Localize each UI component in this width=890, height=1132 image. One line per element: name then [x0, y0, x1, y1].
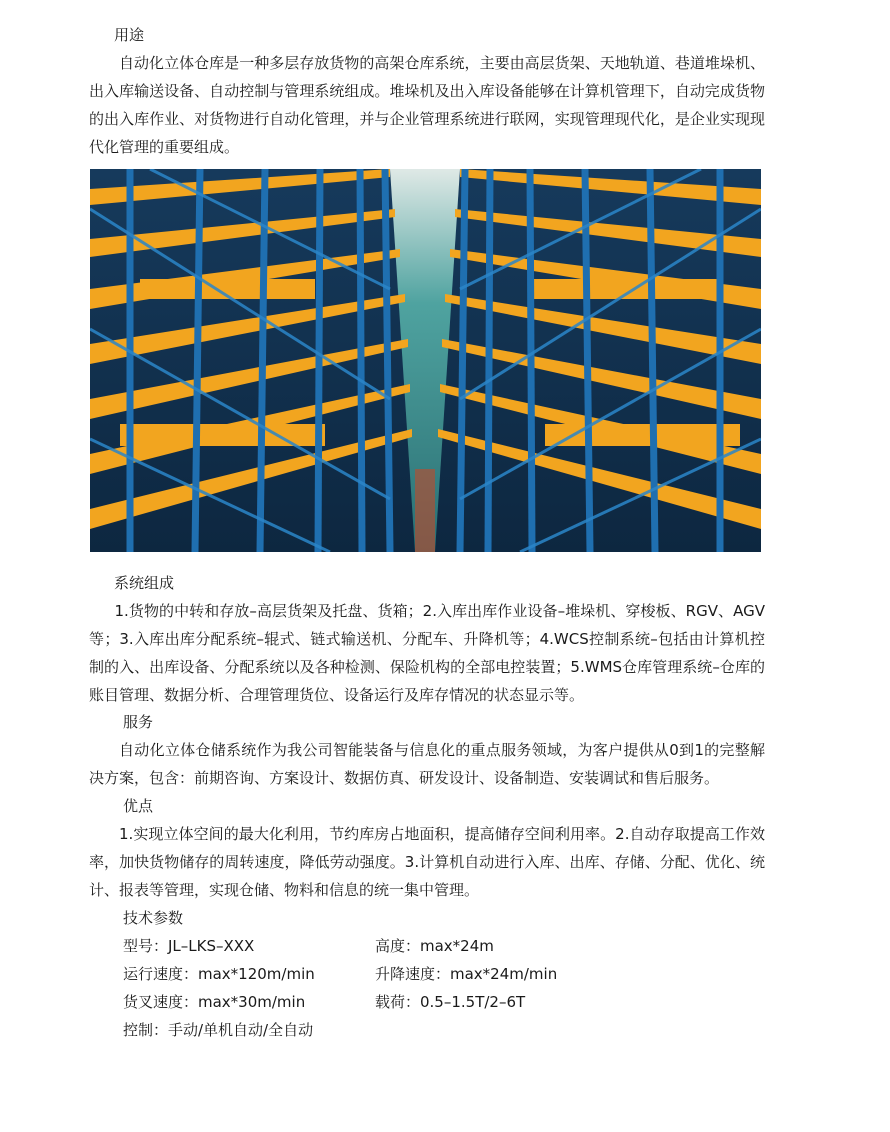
- spec-control: 控制：手动/单机自动/全自动: [123, 1021, 314, 1039]
- spec-fork-speed: 货叉速度：max*30m/min: [123, 993, 306, 1011]
- service-text: 自动化立体仓储系统作为我公司智能装备与信息化的重点服务领域，为客户提供从0到1的完整解决方案，包含：前期咨询、方案设计、数据仿真、研发设计、设备制造、安装调试和售后服务。: [89, 741, 765, 787]
- usage-paragraph: [89, 49, 765, 161]
- system-text: 1.货物的中转和存放–高层货架及托盘、货箱；2.入库出库作业设备–堆垛机、穿梭板、RGV、AGV等；3.入库出库分配系统–辊式、链式输送机、分配车、升降机等；4.WCS控制系统–包括由计算机控制的入、出库设备、分配系统以及各种检测、保险机构的全部电控装置；5.WMS仓库管理系统–仓库的账目管理、数据分析、合理管理货位、设备运行及库存情况的状态显示等。: [89, 602, 765, 704]
- system-heading: 系统组成: [114, 574, 175, 592]
- spec-lift-speed: 升降速度：max*24m/min: [375, 965, 558, 983]
- spec-height: 高度：max*24m: [375, 937, 494, 955]
- usage-heading: 用途: [114, 26, 145, 44]
- service-paragraph: [89, 736, 765, 792]
- system-paragraph: [89, 597, 765, 709]
- spec-model: 型号：JL–LKS–XXX: [123, 937, 255, 955]
- warehouse-photo: [90, 169, 761, 552]
- usage-text: 自动化立体仓库是一种多层存放货物的高架仓库系统，主要由高层货架、天地轨道、巷道堆垛机、出入库输送设备、自动控制与管理系统组成。堆垛机及出入库设备能够在计算机管理下，自动完成货物的出入库作业、对货物进行自动化管理，并与企业管理系统进行联网，实现管理现代化，是企业实现现代化管理的重要组成。: [89, 54, 765, 156]
- specs-heading: 技术参数: [123, 909, 184, 927]
- advantages-paragraph: [89, 820, 765, 904]
- spec-load: 载荷：0.5–1.5T/2–6T: [375, 993, 526, 1011]
- advantages-heading: 优点: [123, 797, 154, 815]
- advantages-text: 1.实现立体空间的最大化利用，节约库房占地面积，提高储存空间利用率。2.自动存取提高工作效率，加快货物储存的周转速度，降低劳动强度。3.计算机自动进行入库、出库、存储、分配、优化、统计、报表等管理，实现仓储、物料和信息的统一集中管理。: [89, 825, 765, 899]
- service-heading: 服务: [123, 713, 154, 731]
- spec-run-speed: 运行速度：max*120m/min: [123, 965, 315, 983]
